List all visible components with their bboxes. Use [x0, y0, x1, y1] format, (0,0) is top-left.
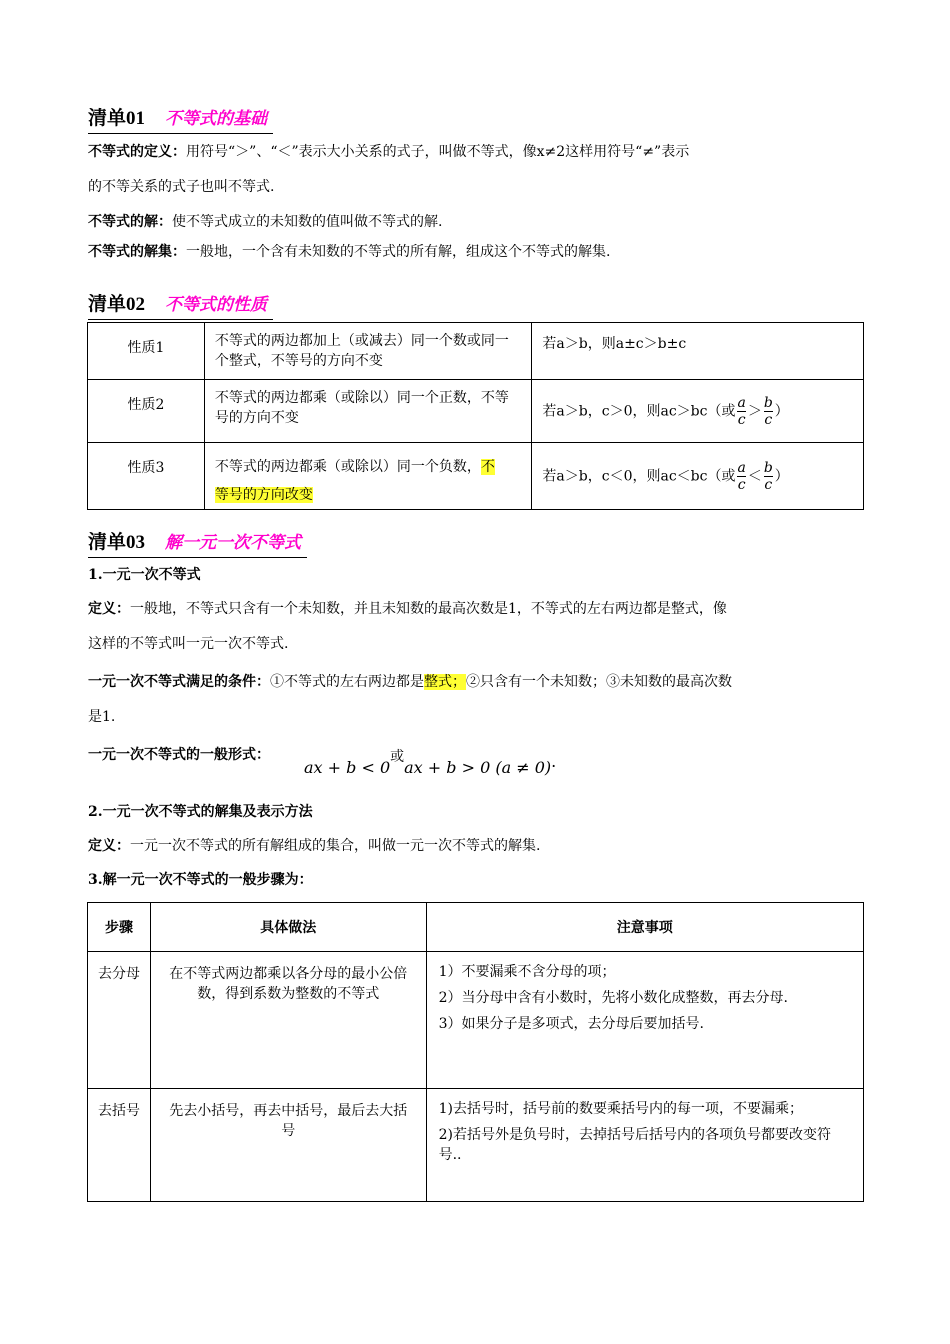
- linear-inequality-definition-cont: 这样的不等式叫一元一次不等式.: [88, 636, 289, 652]
- table-row: [88, 380, 864, 443]
- property-name: 性质2: [88, 380, 205, 443]
- subsection-1-title: 1.一元一次不等式: [88, 567, 201, 583]
- fraction-b-over-c: $\frac{b}{c}$: [763, 394, 773, 428]
- subsection-3-title: 3.解一元一次不等式的一般步骤为：: [88, 872, 313, 888]
- inequality-solution: [88, 215, 864, 229]
- solution-set-label: 不等式的解集：: [88, 244, 186, 260]
- section3-number: 清单03: [88, 532, 146, 553]
- step-notes: 1)去括号时，括号前的数要乘括号内的每一项，不要漏乘； 2)若括号外是负号时，去掉括号后括号内的各项负号都要改变符号..: [426, 1089, 863, 1202]
- steps-table: [87, 902, 864, 1202]
- definition-text-cont: 的不等关系的式子也叫不等式.: [88, 179, 275, 195]
- column-header: 步骤: [88, 903, 151, 952]
- inequality-definition: [88, 145, 864, 159]
- section3-heading: [88, 527, 301, 554]
- column-header: 具体做法: [150, 903, 426, 952]
- inequality-solution-set: [88, 245, 864, 259]
- fraction-a-over-c: $\frac{a}{c}$: [737, 459, 746, 493]
- section3-title: 解一元一次不等式: [165, 533, 302, 553]
- property-description: 不等式的两边都乘（或除以）同一个负数，不 等号的方向改变: [204, 443, 532, 510]
- solution-set-definition: 定义：一元一次不等式的所有解组成的集合，叫做一元一次不等式的解集.: [88, 838, 541, 854]
- step-notes: 1）不要漏乘不含分母的项； 2）当分母中含有小数时，先将小数化成整数，再去分母. 3）如果分子是多项式，去分母后要加括号.: [426, 952, 863, 1089]
- section2-number: 清单02: [88, 294, 146, 315]
- step-name: 去分母: [88, 952, 151, 1089]
- column-header: 注意事项: [426, 903, 863, 952]
- table-row: [88, 952, 864, 1089]
- step-name: 去括号: [88, 1089, 151, 1202]
- table-row: [88, 443, 864, 510]
- general-form: 一元一次不等式的一般形式：: [88, 747, 270, 763]
- inequality-definition-cont: [88, 180, 864, 194]
- property-description: 不等式的两边都加上（或减去）同一个数或同一个整式，不等号的方向不变: [204, 323, 532, 380]
- general-form-formula: ax + b < 0或ax + b > 0 (a ≠ 0).: [304, 749, 557, 777]
- table-row: [88, 1089, 864, 1202]
- definition-label: 不等式的定义：: [88, 144, 186, 160]
- table-header-row: [88, 903, 864, 952]
- conditions: 一元一次不等式满足的条件：①不等式的左右两边都是整式；②只含有一个未知数；③未知数的最高次数: [88, 674, 732, 690]
- subsection-2-title: 2.一元一次不等式的解集及表示方法: [88, 804, 313, 820]
- property-name: 性质3: [88, 443, 205, 510]
- property-example: 若a＞b，则a±c＞b±c: [532, 323, 864, 380]
- property-description: 不等式的两边都乘（或除以）同一个正数，不等号的方向不变: [204, 380, 532, 443]
- properties-table: [87, 322, 864, 510]
- fraction-a-over-c: $\frac{a}{c}$: [737, 394, 746, 428]
- step-method: 先去小括号，再去中括号，最后去大括号: [150, 1089, 426, 1202]
- section1-number: 清单01: [88, 108, 146, 129]
- section1-title: 不等式的基础: [165, 109, 268, 129]
- step-method: 在不等式两边都乘以各分母的最小公倍数，得到系数为整数的不等式: [150, 952, 426, 1089]
- property-name: 性质1: [88, 323, 205, 380]
- section2-heading: [88, 289, 267, 316]
- solution-set-text: 一般地，一个含有未知数的不等式的所有解，组成这个不等式的解集.: [186, 244, 611, 260]
- section1-heading: [88, 103, 267, 130]
- conditions-cont: 是1.: [88, 709, 116, 725]
- linear-inequality-definition: 定义：一般地，不等式只含有一个未知数，并且未知数的最高次数是1，不等式的左右两边都是整式，像: [88, 601, 727, 617]
- definition-text: 用符号“＞”、“＜”表示大小关系的式子，叫做不等式，像x≠2这样用符号“≠”表示: [186, 144, 690, 160]
- fraction-b-over-c: $\frac{b}{c}$: [763, 459, 773, 493]
- solution-text: 使不等式成立的未知数的值叫做不等式的解.: [172, 214, 443, 230]
- property-example: 若a＞b，c＞0，则ac＞bc（或 $\frac{a}{c}$ ＞ $\frac{b}{c}$ ）: [532, 380, 864, 443]
- solution-label: 不等式的解：: [88, 214, 172, 230]
- table-row: [88, 323, 864, 380]
- property-example: 若a＞b，c＜0，则ac＜bc（或 $\frac{a}{c}$ ＜ $\frac{b}{c}$ ）: [532, 443, 864, 510]
- section2-title: 不等式的性质: [165, 295, 268, 315]
